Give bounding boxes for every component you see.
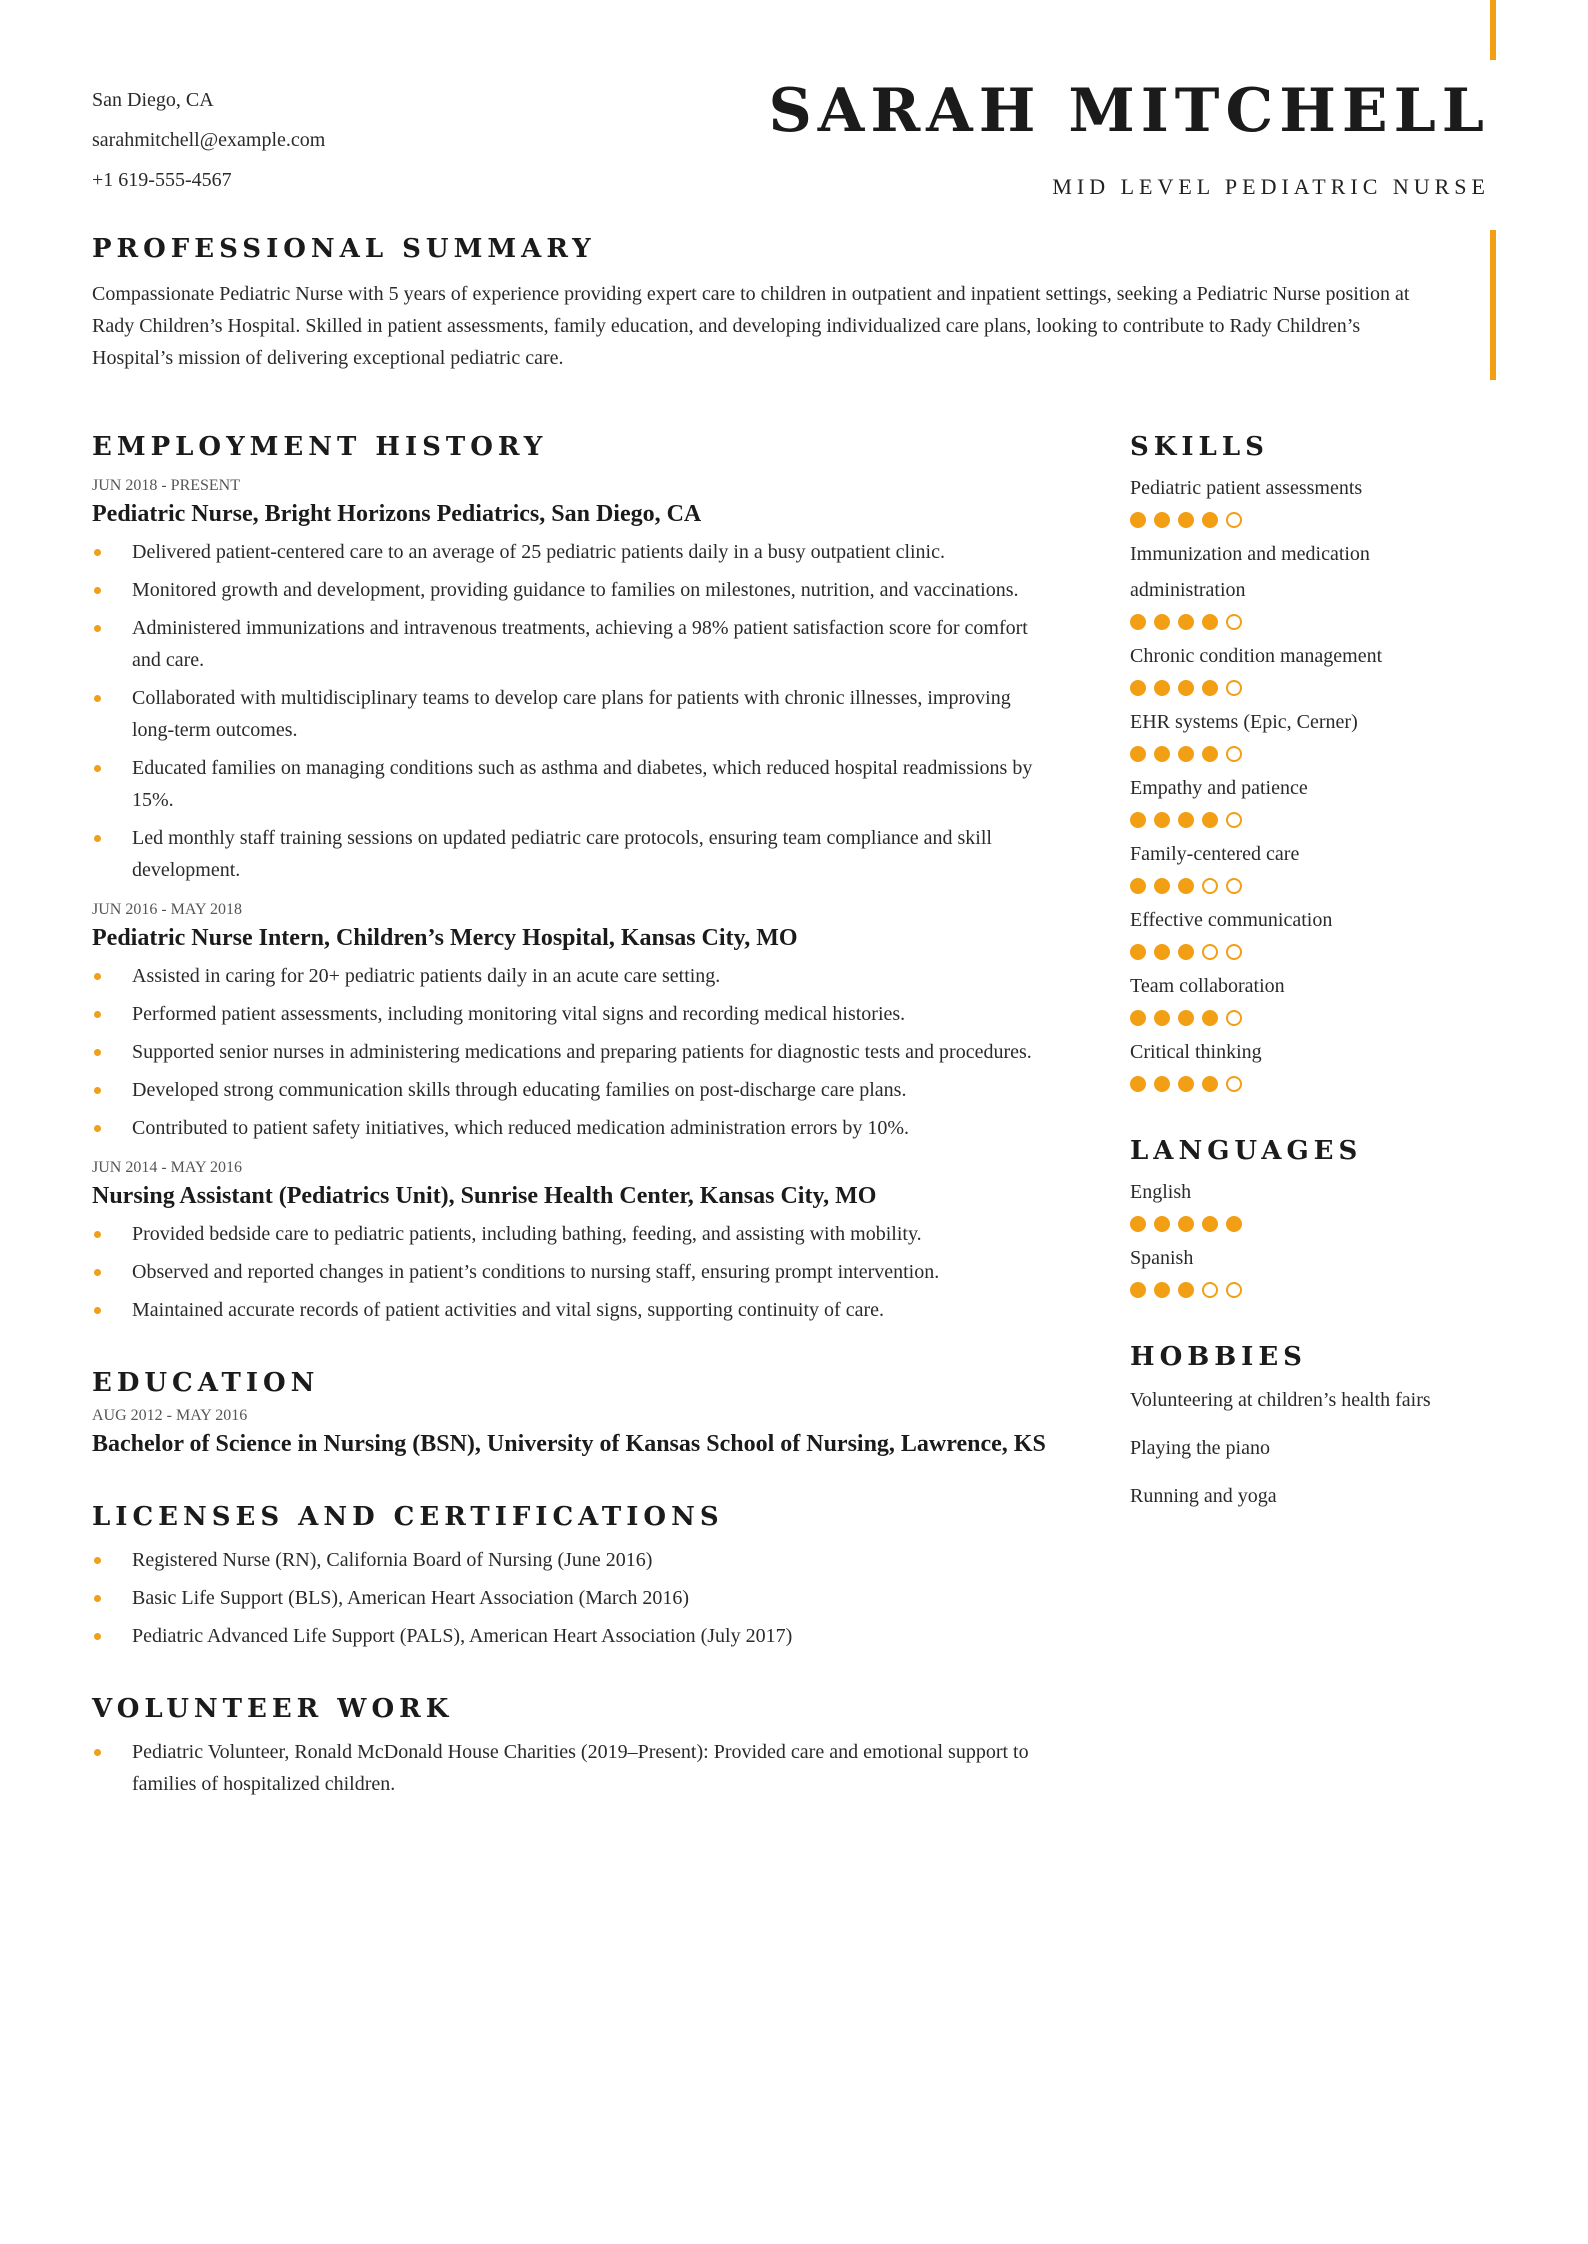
bullet-icon	[94, 1087, 101, 1094]
skill-name: Immunization and medication administration	[1130, 543, 1370, 601]
language-name: English	[1130, 1181, 1192, 1203]
skill-rating	[1130, 1076, 1530, 1092]
list-item: Monitored growth and development, providing guidance to families on milestones, nutrition, and vaccinations.	[92, 574, 1092, 606]
rating-dot-filled-icon	[1202, 1216, 1218, 1232]
rating-dot-filled-icon	[1154, 512, 1170, 528]
skill-name: Empathy and patience	[1130, 777, 1308, 799]
hobbies-section	[1130, 1342, 1530, 1520]
skill-name: Family-centered care	[1130, 843, 1300, 865]
accent-bar-middle	[1490, 230, 1496, 380]
rating-dot-empty-icon	[1226, 944, 1242, 960]
list-item: Assisted in caring for 20+ pediatric patients daily in an acute care setting.	[92, 960, 1092, 992]
education-degree: Bachelor of Science in Nursing (BSN), University of Kansas School of Nursing, Lawrence, KS	[92, 1431, 1046, 1457]
section-heading: LICENSES AND CERTIFICATIONS	[92, 1502, 724, 1532]
rating-dot-empty-icon	[1226, 512, 1242, 528]
skill-name: Critical thinking	[1130, 1041, 1262, 1063]
rating-dot-empty-icon	[1226, 614, 1242, 630]
bullet-icon	[94, 549, 101, 556]
contact-email[interactable]: sarahmitchell@example.com	[92, 129, 326, 151]
job-dates: JUN 2014 - MAY 2016	[92, 1159, 242, 1176]
rating-dot-filled-icon	[1154, 1216, 1170, 1232]
bullet-icon	[94, 1595, 101, 1602]
main-column	[92, 432, 1092, 1806]
skill-rating	[1130, 878, 1530, 894]
rating-dot-empty-icon	[1226, 812, 1242, 828]
rating-dot-empty-icon	[1226, 680, 1242, 696]
rating-dot-filled-icon	[1130, 746, 1146, 762]
bullet-icon	[94, 695, 101, 702]
job-dates: JUN 2018 - PRESENT	[92, 477, 241, 494]
summary-text: Compassionate Pediatric Nurse with 5 years of experience providing expert care to children in outpatient and inpatient settings, seeking a Pediatric Nurse position at Rady Children’s Hospital. Skilled in patient assessments, family education, and developing individualized care plans, looking to contribute to Rady Children’s Hospital’s mission of delivering exceptional pediatric care.	[92, 283, 1410, 369]
education-dates: AUG 2012 - MAY 2016	[92, 1407, 248, 1424]
section-heading: EDUCATION	[92, 1368, 320, 1398]
rating-dot-empty-icon	[1226, 878, 1242, 894]
section-heading: VOLUNTEER WORK	[92, 1694, 454, 1724]
professional-summary-section	[92, 234, 1412, 374]
contact-location: San Diego, CA	[92, 89, 214, 111]
list-item: Maintained accurate records of patient activities and vital signs, supporting continuity of care.	[92, 1294, 1092, 1326]
rating-dot-filled-icon	[1178, 944, 1194, 960]
rating-dot-filled-icon	[1178, 1216, 1194, 1232]
rating-dot-filled-icon	[1154, 878, 1170, 894]
skills-list	[1130, 470, 1530, 1092]
rating-dot-filled-icon	[1202, 680, 1218, 696]
candidate-name: SARAH MITCHELL	[768, 76, 1490, 146]
job-bullets	[92, 960, 1092, 1144]
volunteer-list	[92, 1736, 1092, 1800]
bullet-icon	[94, 1557, 101, 1564]
list-item: Administered immunizations and intravenous treatments, achieving a 98% patient satisfaction score for comfort and care.	[92, 612, 1092, 676]
job-entry	[92, 474, 1092, 886]
rating-dot-filled-icon	[1202, 1010, 1218, 1026]
list-item: Basic Life Support (BLS), American Heart Association (March 2016)	[92, 1582, 1092, 1614]
bullet-icon	[94, 973, 101, 980]
rating-dot-filled-icon	[1154, 680, 1170, 696]
rating-dot-empty-icon	[1226, 746, 1242, 762]
bullet-icon	[94, 1231, 101, 1238]
rating-dot-filled-icon	[1178, 746, 1194, 762]
employment-history-section	[92, 432, 1092, 1326]
list-item: Developed strong communication skills through educating families on post-discharge care plans.	[92, 1074, 1092, 1106]
rating-dot-filled-icon	[1130, 812, 1146, 828]
rating-dot-empty-icon	[1226, 1010, 1242, 1026]
skill-name: Pediatric patient assessments	[1130, 477, 1363, 499]
bullet-icon	[94, 765, 101, 772]
list-item: Registered Nurse (RN), California Board of Nursing (June 2016)	[92, 1544, 1092, 1576]
rating-dot-filled-icon	[1130, 1076, 1146, 1092]
job-bullets	[92, 536, 1092, 886]
volunteer-section	[92, 1694, 1092, 1800]
rating-dot-filled-icon	[1202, 1076, 1218, 1092]
skill-rating	[1130, 680, 1530, 696]
rating-dot-empty-icon	[1226, 1076, 1242, 1092]
job-bullets	[92, 1218, 1092, 1326]
sidebar-column	[1130, 432, 1530, 1520]
list-item: Educated families on managing conditions such as asthma and diabetes, which reduced hospital readmissions by 15%.	[92, 752, 1092, 816]
hobby-item: Playing the piano	[1130, 1437, 1270, 1459]
rating-dot-filled-icon	[1130, 680, 1146, 696]
rating-dot-filled-icon	[1226, 1216, 1242, 1232]
licenses-section	[92, 1502, 1092, 1652]
rating-dot-filled-icon	[1178, 1076, 1194, 1092]
rating-dot-filled-icon	[1202, 812, 1218, 828]
languages-list	[1130, 1174, 1530, 1298]
rating-dot-filled-icon	[1154, 1010, 1170, 1026]
section-heading: SKILLS	[1130, 432, 1269, 462]
rating-dot-empty-icon	[1202, 878, 1218, 894]
rating-dot-filled-icon	[1130, 944, 1146, 960]
rating-dot-filled-icon	[1178, 1010, 1194, 1026]
skill-rating	[1130, 1010, 1530, 1026]
job-role: Pediatric Nurse, Bright Horizons Pediatrics, San Diego, CA	[92, 501, 702, 527]
job-role: Nursing Assistant (Pediatrics Unit), Sunrise Health Center, Kansas City, MO	[92, 1183, 877, 1209]
rating-dot-filled-icon	[1154, 812, 1170, 828]
section-heading: LANGUAGES	[1130, 1136, 1363, 1166]
list-item: Contributed to patient safety initiatives, which reduced medication administration errors by 10%.	[92, 1112, 1092, 1144]
skill-rating	[1130, 944, 1530, 960]
bullet-icon	[94, 1125, 101, 1132]
rating-dot-filled-icon	[1178, 812, 1194, 828]
rating-dot-filled-icon	[1130, 512, 1146, 528]
bullet-icon	[94, 625, 101, 632]
bullet-icon	[94, 835, 101, 842]
rating-dot-filled-icon	[1154, 944, 1170, 960]
rating-dot-empty-icon	[1226, 1282, 1242, 1298]
rating-dot-filled-icon	[1130, 1010, 1146, 1026]
bullet-icon	[94, 1633, 101, 1640]
rating-dot-filled-icon	[1130, 1282, 1146, 1298]
list-item: Delivered patient-centered care to an average of 25 pediatric patients daily in a busy outpatient clinic.	[92, 536, 1092, 568]
rating-dot-empty-icon	[1202, 944, 1218, 960]
rating-dot-filled-icon	[1154, 746, 1170, 762]
rating-dot-filled-icon	[1202, 746, 1218, 762]
list-item: Led monthly staff training sessions on updated pediatric care protocols, ensuring team compliance and skill development.	[92, 822, 1092, 886]
contact-info	[92, 80, 325, 200]
list-item: Supported senior nurses in administering medications and preparing patients for diagnostic tests and procedures.	[92, 1036, 1092, 1068]
language-rating	[1130, 1216, 1530, 1232]
rating-dot-filled-icon	[1130, 614, 1146, 630]
skill-name: EHR systems (Epic, Cerner)	[1130, 711, 1358, 733]
bullet-icon	[94, 1269, 101, 1276]
rating-dot-filled-icon	[1178, 614, 1194, 630]
bullet-icon	[94, 587, 101, 594]
hobby-item: Volunteering at children’s health fairs	[1130, 1389, 1431, 1411]
skill-rating	[1130, 614, 1530, 630]
job-dates: JUN 2016 - MAY 2018	[92, 901, 242, 918]
rating-dot-filled-icon	[1154, 1076, 1170, 1092]
rating-dot-filled-icon	[1130, 878, 1146, 894]
rating-dot-filled-icon	[1178, 878, 1194, 894]
contact-phone[interactable]: +1 619-555-4567	[92, 169, 232, 191]
section-heading: EMPLOYMENT HISTORY	[92, 432, 548, 462]
language-name: Spanish	[1130, 1247, 1194, 1269]
skill-rating	[1130, 746, 1530, 762]
list-item: Collaborated with multidisciplinary teams to develop care plans for patients with chronic illnesses, improving long-term outcomes.	[92, 682, 1092, 746]
skill-rating	[1130, 812, 1530, 828]
skill-name: Effective communication	[1130, 909, 1333, 931]
job-role: Pediatric Nurse Intern, Children’s Mercy Hospital, Kansas City, MO	[92, 925, 798, 951]
skill-rating	[1130, 512, 1530, 528]
rating-dot-filled-icon	[1178, 1282, 1194, 1298]
bullet-icon	[94, 1011, 101, 1018]
candidate-title: MID LEVEL PEDIATRIC NURSE	[1052, 174, 1490, 199]
bullet-icon	[94, 1749, 101, 1756]
job-entry	[92, 1156, 1092, 1326]
rating-dot-filled-icon	[1178, 512, 1194, 528]
list-item: Performed patient assessments, including monitoring vital signs and recording medical histories.	[92, 998, 1092, 1030]
hobby-item: Running and yoga	[1130, 1485, 1277, 1507]
languages-section	[1130, 1136, 1530, 1298]
rating-dot-filled-icon	[1178, 680, 1194, 696]
bullet-icon	[94, 1307, 101, 1314]
language-rating	[1130, 1282, 1530, 1298]
skill-name: Team collaboration	[1130, 975, 1285, 997]
rating-dot-filled-icon	[1130, 1216, 1146, 1232]
rating-dot-filled-icon	[1154, 1282, 1170, 1298]
rating-dot-filled-icon	[1154, 614, 1170, 630]
list-item: Pediatric Volunteer, Ronald McDonald House Charities (2019–Present): Provided care and emotional support to families of hospitalized children.	[92, 1736, 1092, 1800]
rating-dot-empty-icon	[1202, 1282, 1218, 1298]
bullet-icon	[94, 1049, 101, 1056]
skill-name: Chronic condition management	[1130, 645, 1383, 667]
section-heading: HOBBIES	[1130, 1342, 1307, 1372]
rating-dot-filled-icon	[1202, 512, 1218, 528]
list-item: Pediatric Advanced Life Support (PALS), American Heart Association (July 2017)	[92, 1620, 1092, 1652]
job-entry	[92, 898, 1092, 1144]
accent-bar-top	[1490, 0, 1496, 60]
education-section	[92, 1368, 1092, 1460]
rating-dot-filled-icon	[1202, 614, 1218, 630]
list-item: Provided bedside care to pediatric patients, including bathing, feeding, and assisting with mobility.	[92, 1218, 1092, 1250]
section-heading: PROFESSIONAL SUMMARY	[92, 234, 596, 264]
list-item: Observed and reported changes in patient’s conditions to nursing staff, ensuring prompt intervention.	[92, 1256, 1092, 1288]
skills-section	[1130, 432, 1530, 1092]
licenses-list	[92, 1544, 1092, 1652]
